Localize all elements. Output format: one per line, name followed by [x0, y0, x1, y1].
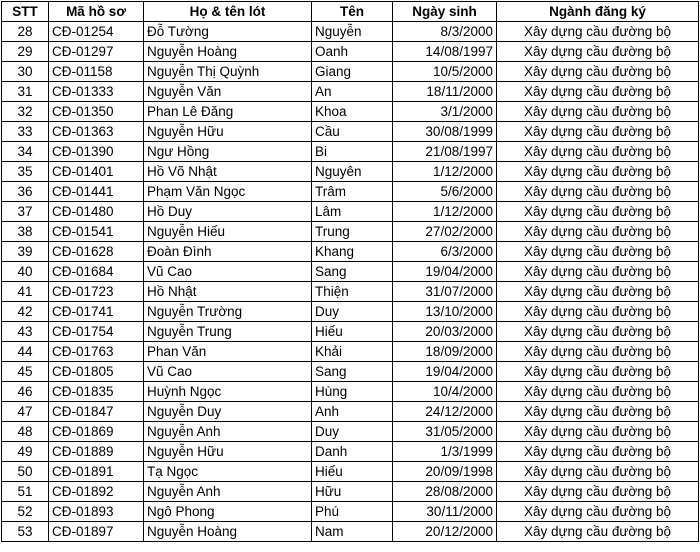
cell-nganh-dang-ky: Xây dựng cầu đường bộ — [497, 382, 699, 402]
cell-stt: 37 — [2, 202, 49, 222]
cell-ma-ho-so: CĐ-01741 — [49, 302, 144, 322]
cell-stt: 49 — [2, 442, 49, 462]
cell-ma-ho-so: CĐ-01869 — [49, 422, 144, 442]
cell-ngay-sinh: 19/04/2000 — [393, 362, 497, 382]
cell-ten: Oanh — [312, 42, 393, 62]
cell-ten: Hùng — [312, 382, 393, 402]
cell-ten: Khang — [312, 242, 393, 262]
table-row — [2, 502, 699, 522]
table-row — [2, 262, 699, 282]
cell-ngay-sinh: 1/12/2000 — [393, 162, 497, 182]
cell-ten: Duy — [312, 422, 393, 442]
cell-ma-ho-so: CĐ-01892 — [49, 482, 144, 502]
cell-ma-ho-so: CĐ-01480 — [49, 202, 144, 222]
cell-ho-ten-lot: Phan Văn — [144, 342, 312, 362]
cell-stt: 45 — [2, 362, 49, 382]
cell-nganh-dang-ky: Xây dựng cầu đường bộ — [497, 322, 699, 342]
cell-nganh-dang-ky: Xây dựng cầu đường bộ — [497, 422, 699, 442]
cell-ngay-sinh: 13/10/2000 — [393, 302, 497, 322]
table-row — [2, 82, 699, 102]
table-row — [2, 202, 699, 222]
cell-stt: 46 — [2, 382, 49, 402]
header-row — [2, 2, 699, 22]
cell-ho-ten-lot: Phạm Văn Ngọc — [144, 182, 312, 202]
table-row — [2, 302, 699, 322]
cell-ma-ho-so: CĐ-01891 — [49, 462, 144, 482]
table-row — [2, 522, 699, 542]
cell-nganh-dang-ky: Xây dựng cầu đường bộ — [497, 62, 699, 82]
cell-ten: Sang — [312, 362, 393, 382]
cell-stt: 33 — [2, 122, 49, 142]
cell-ngay-sinh: 14/08/1997 — [393, 42, 497, 62]
cell-ngay-sinh: 28/08/2000 — [393, 482, 497, 502]
cell-ngay-sinh: 1/3/1999 — [393, 442, 497, 462]
cell-ngay-sinh: 5/6/2000 — [393, 182, 497, 202]
cell-nganh-dang-ky: Xây dựng cầu đường bộ — [497, 302, 699, 322]
cell-ngay-sinh: 3/1/2000 — [393, 102, 497, 122]
cell-ten: Thiện — [312, 282, 393, 302]
cell-nganh-dang-ky: Xây dựng cầu đường bộ — [497, 462, 699, 482]
cell-stt: 30 — [2, 62, 49, 82]
cell-ma-ho-so: CĐ-01158 — [49, 62, 144, 82]
cell-ngay-sinh: 10/4/2000 — [393, 382, 497, 402]
cell-ma-ho-so: CĐ-01254 — [49, 22, 144, 42]
cell-nganh-dang-ky: Xây dựng cầu đường bộ — [497, 202, 699, 222]
cell-ma-ho-so: CĐ-01754 — [49, 322, 144, 342]
table-row — [2, 482, 699, 502]
cell-ten: Hiếu — [312, 322, 393, 342]
cell-ho-ten-lot: Nguyễn Hữu — [144, 442, 312, 462]
cell-stt: 39 — [2, 242, 49, 262]
cell-ten: Nam — [312, 522, 393, 542]
cell-ho-ten-lot: Nguyễn Anh — [144, 422, 312, 442]
cell-ma-ho-so: CĐ-01763 — [49, 342, 144, 362]
cell-stt: 51 — [2, 482, 49, 502]
cell-ho-ten-lot: Hồ Duy — [144, 202, 312, 222]
cell-ho-ten-lot: Nguyễn Hữu — [144, 122, 312, 142]
cell-ngay-sinh: 10/5/2000 — [393, 62, 497, 82]
cell-stt: 47 — [2, 402, 49, 422]
cell-ten: Duy — [312, 302, 393, 322]
cell-nganh-dang-ky: Xây dựng cầu đường bộ — [497, 42, 699, 62]
cell-ho-ten-lot: Nguyễn Hoàng — [144, 42, 312, 62]
cell-ten: Sang — [312, 262, 393, 282]
cell-ho-ten-lot: Ngô Phong — [144, 502, 312, 522]
header-ngay-sinh: Ngày sinh — [393, 2, 497, 22]
cell-stt: 50 — [2, 462, 49, 482]
table-row — [2, 462, 699, 482]
cell-ngay-sinh: 1/12/2000 — [393, 202, 497, 222]
cell-ho-ten-lot: Nguyễn Hiếu — [144, 222, 312, 242]
cell-ma-ho-so: CĐ-01297 — [49, 42, 144, 62]
cell-stt: 40 — [2, 262, 49, 282]
cell-ho-ten-lot: Ngư Hồng — [144, 142, 312, 162]
cell-nganh-dang-ky: Xây dựng cầu đường bộ — [497, 502, 699, 522]
cell-stt: 31 — [2, 82, 49, 102]
cell-ten: Phú — [312, 502, 393, 522]
cell-ho-ten-lot: Huỳnh Ngọc — [144, 382, 312, 402]
table-row — [2, 322, 699, 342]
cell-ngay-sinh: 20/03/2000 — [393, 322, 497, 342]
cell-ngay-sinh: 6/3/2000 — [393, 242, 497, 262]
cell-nganh-dang-ky: Xây dựng cầu đường bộ — [497, 222, 699, 242]
cell-ngay-sinh: 24/12/2000 — [393, 402, 497, 422]
header-ma-ho-so: Mã hồ sơ — [49, 2, 144, 22]
header-ho-ten-lot: Họ & tên lót — [144, 2, 312, 22]
cell-ho-ten-lot: Nguyễn Duy — [144, 402, 312, 422]
cell-ma-ho-so: CĐ-01350 — [49, 102, 144, 122]
cell-ho-ten-lot: Đỗ Tường — [144, 22, 312, 42]
cell-ma-ho-so: CĐ-01723 — [49, 282, 144, 302]
cell-ngay-sinh: 20/12/2000 — [393, 522, 497, 542]
cell-ho-ten-lot: Vũ Cao — [144, 262, 312, 282]
table-row — [2, 182, 699, 202]
table-row — [2, 442, 699, 462]
cell-ngay-sinh: 20/09/1998 — [393, 462, 497, 482]
cell-ngay-sinh: 21/08/1997 — [393, 142, 497, 162]
cell-ten: Khải — [312, 342, 393, 362]
cell-stt: 38 — [2, 222, 49, 242]
cell-ma-ho-so: CĐ-01835 — [49, 382, 144, 402]
cell-ten: Trâm — [312, 182, 393, 202]
table-row — [2, 62, 699, 82]
cell-ma-ho-so: CĐ-01889 — [49, 442, 144, 462]
cell-nganh-dang-ky: Xây dựng cầu đường bộ — [497, 342, 699, 362]
table-row — [2, 242, 699, 262]
cell-stt: 36 — [2, 182, 49, 202]
cell-ten: Bi — [312, 142, 393, 162]
cell-nganh-dang-ky: Xây dựng cầu đường bộ — [497, 162, 699, 182]
cell-ma-ho-so: CĐ-01628 — [49, 242, 144, 262]
cell-ma-ho-so: CĐ-01893 — [49, 502, 144, 522]
cell-nganh-dang-ky: Xây dựng cầu đường bộ — [497, 182, 699, 202]
cell-ngay-sinh: 18/09/2000 — [393, 342, 497, 362]
table-row — [2, 382, 699, 402]
cell-stt: 35 — [2, 162, 49, 182]
cell-ma-ho-so: CĐ-01541 — [49, 222, 144, 242]
cell-ten: Giang — [312, 62, 393, 82]
table-row — [2, 22, 699, 42]
cell-nganh-dang-ky: Xây dựng cầu đường bộ — [497, 102, 699, 122]
table-body — [2, 22, 699, 542]
cell-ten: Nguyễn — [312, 22, 393, 42]
table-row — [2, 142, 699, 162]
cell-stt: 28 — [2, 22, 49, 42]
table-row — [2, 162, 699, 182]
cell-nganh-dang-ky: Xây dựng cầu đường bộ — [497, 82, 699, 102]
cell-ma-ho-so: CĐ-01847 — [49, 402, 144, 422]
cell-ten: Khoa — [312, 102, 393, 122]
cell-ten: Trung — [312, 222, 393, 242]
cell-stt: 42 — [2, 302, 49, 322]
cell-stt: 41 — [2, 282, 49, 302]
cell-ten: Danh — [312, 442, 393, 462]
cell-ngay-sinh: 30/08/1999 — [393, 122, 497, 142]
cell-ma-ho-so: CĐ-01401 — [49, 162, 144, 182]
cell-ten: An — [312, 82, 393, 102]
table-row — [2, 402, 699, 422]
cell-ma-ho-so: CĐ-01333 — [49, 82, 144, 102]
cell-nganh-dang-ky: Xây dựng cầu đường bộ — [497, 482, 699, 502]
cell-ngay-sinh: 19/04/2000 — [393, 262, 497, 282]
cell-stt: 48 — [2, 422, 49, 442]
cell-ho-ten-lot: Vũ Cao — [144, 362, 312, 382]
cell-ngay-sinh: 18/11/2000 — [393, 82, 497, 102]
cell-ho-ten-lot: Hồ Võ Nhật — [144, 162, 312, 182]
cell-ho-ten-lot: Nguyễn Trường — [144, 302, 312, 322]
applicant-table — [1, 1, 699, 542]
cell-ngay-sinh: 27/02/2000 — [393, 222, 497, 242]
cell-ma-ho-so: CĐ-01363 — [49, 122, 144, 142]
cell-ho-ten-lot: Hồ Nhật — [144, 282, 312, 302]
table-row — [2, 362, 699, 382]
cell-nganh-dang-ky: Xây dựng cầu đường bộ — [497, 362, 699, 382]
cell-nganh-dang-ky: Xây dựng cầu đường bộ — [497, 522, 699, 542]
cell-nganh-dang-ky: Xây dựng cầu đường bộ — [497, 242, 699, 262]
table-row — [2, 222, 699, 242]
header-nganh-dang-ky: Ngành đăng ký — [497, 2, 699, 22]
cell-ho-ten-lot: Phan Lê Đăng — [144, 102, 312, 122]
cell-ngay-sinh: 8/3/2000 — [393, 22, 497, 42]
cell-stt: 29 — [2, 42, 49, 62]
cell-ho-ten-lot: Tạ Ngọc — [144, 462, 312, 482]
cell-stt: 34 — [2, 142, 49, 162]
cell-stt: 44 — [2, 342, 49, 362]
table-row — [2, 42, 699, 62]
cell-stt: 53 — [2, 522, 49, 542]
header-ten: Tên — [312, 2, 393, 22]
table-row — [2, 422, 699, 442]
cell-ten: Cầu — [312, 122, 393, 142]
cell-ten: Hữu — [312, 482, 393, 502]
cell-ma-ho-so: CĐ-01441 — [49, 182, 144, 202]
cell-stt: 52 — [2, 502, 49, 522]
cell-ho-ten-lot: Nguyễn Văn — [144, 82, 312, 102]
cell-ma-ho-so: CĐ-01897 — [49, 522, 144, 542]
cell-ho-ten-lot: Nguyễn Hoàng — [144, 522, 312, 542]
table-row — [2, 102, 699, 122]
cell-ma-ho-so: CĐ-01805 — [49, 362, 144, 382]
cell-ten: Nguyên — [312, 162, 393, 182]
cell-ten: Anh — [312, 402, 393, 422]
header-stt: STT — [2, 2, 49, 22]
cell-ma-ho-so: CĐ-01684 — [49, 262, 144, 282]
cell-nganh-dang-ky: Xây dựng cầu đường bộ — [497, 262, 699, 282]
cell-nganh-dang-ky: Xây dựng cầu đường bộ — [497, 442, 699, 462]
cell-ngay-sinh: 30/11/2000 — [393, 502, 497, 522]
cell-ho-ten-lot: Nguyễn Anh — [144, 482, 312, 502]
cell-stt: 32 — [2, 102, 49, 122]
table-row — [2, 122, 699, 142]
cell-nganh-dang-ky: Xây dựng cầu đường bộ — [497, 402, 699, 422]
cell-nganh-dang-ky: Xây dựng cầu đường bộ — [497, 282, 699, 302]
cell-nganh-dang-ky: Xây dựng cầu đường bộ — [497, 122, 699, 142]
cell-ten: Hiếu — [312, 462, 393, 482]
cell-ngay-sinh: 31/05/2000 — [393, 422, 497, 442]
table-row — [2, 342, 699, 362]
cell-ho-ten-lot: Nguyễn Thị Quỳnh — [144, 62, 312, 82]
cell-nganh-dang-ky: Xây dựng cầu đường bộ — [497, 22, 699, 42]
cell-stt: 43 — [2, 322, 49, 342]
cell-ngay-sinh: 31/07/2000 — [393, 282, 497, 302]
cell-ho-ten-lot: Nguyễn Trung — [144, 322, 312, 342]
cell-nganh-dang-ky: Xây dựng cầu đường bộ — [497, 142, 699, 162]
cell-ten: Lâm — [312, 202, 393, 222]
table-row — [2, 282, 699, 302]
cell-ma-ho-so: CĐ-01390 — [49, 142, 144, 162]
cell-ho-ten-lot: Đoàn Đình — [144, 242, 312, 262]
